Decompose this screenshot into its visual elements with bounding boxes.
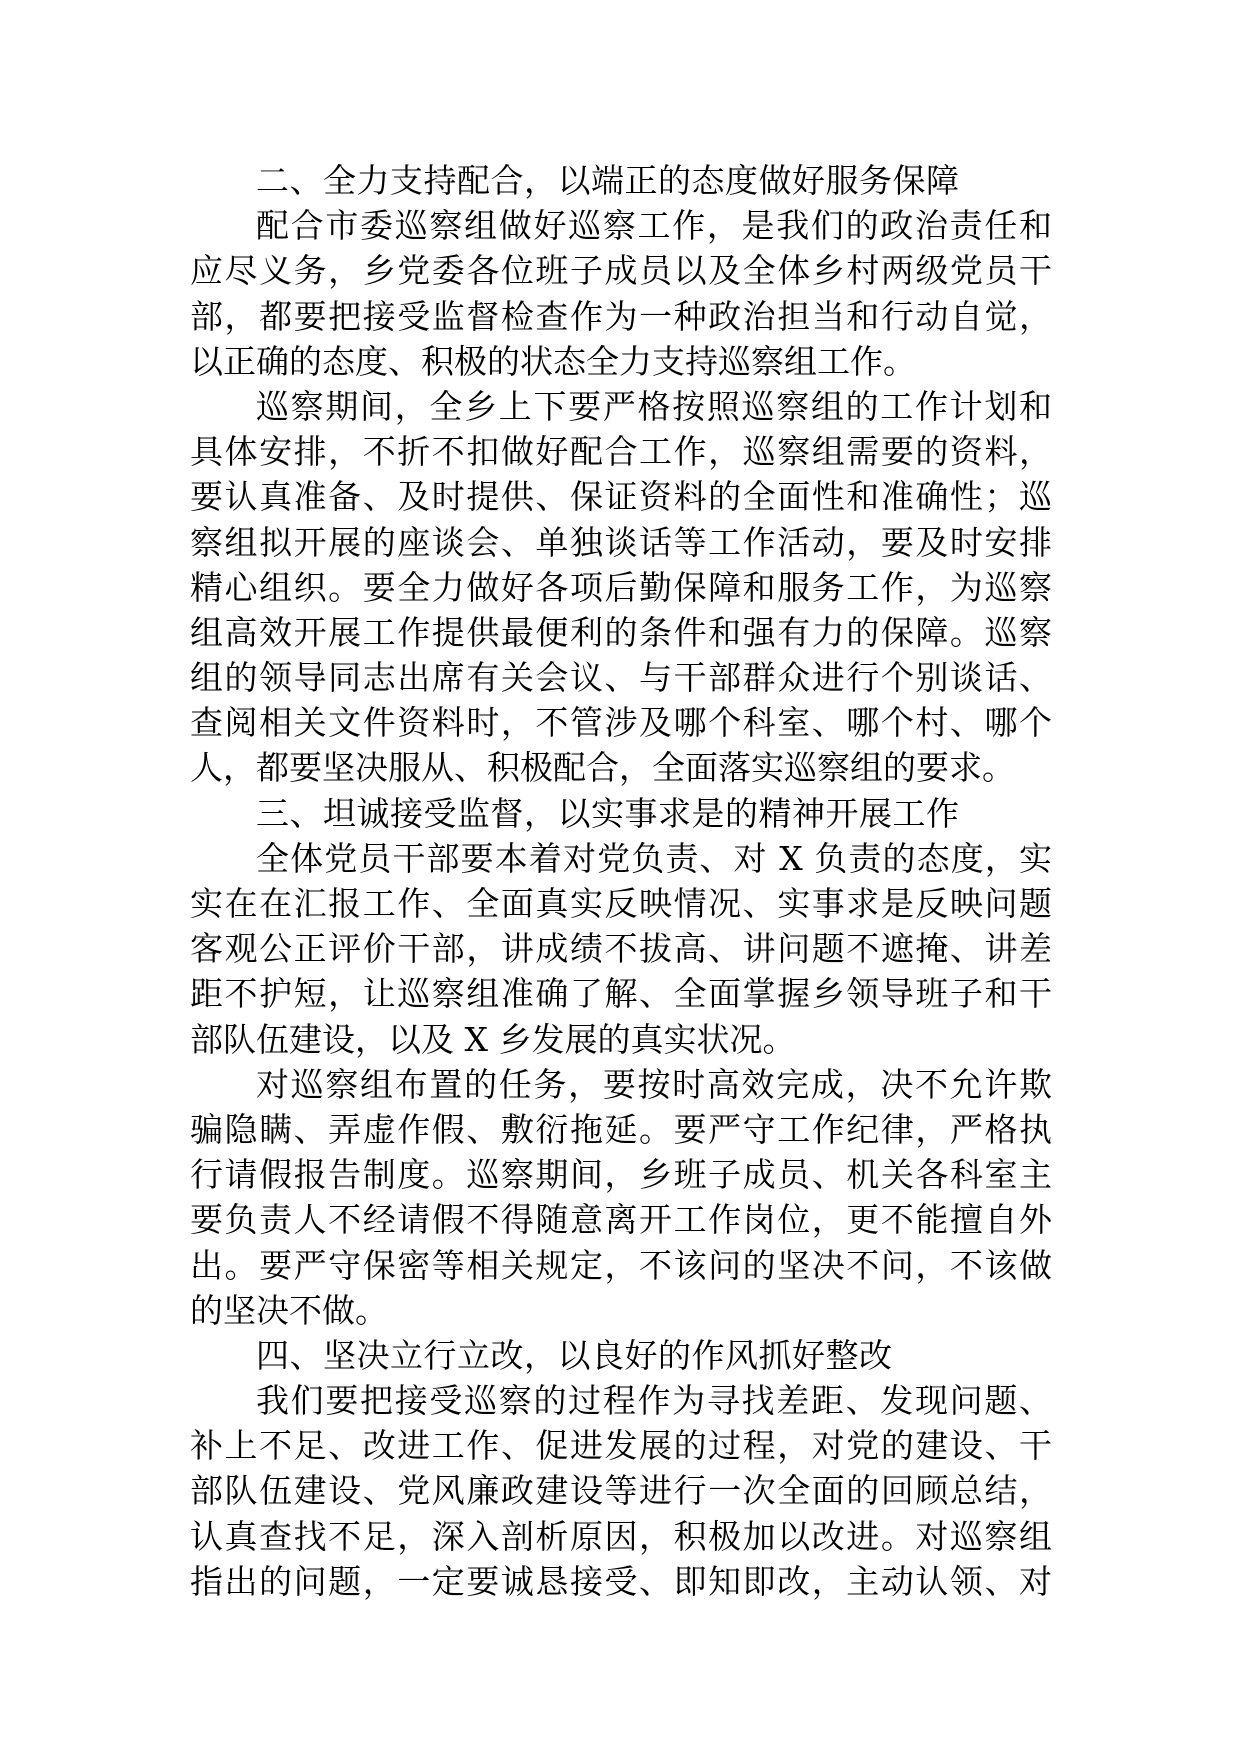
paragraph-line: 要认真准备、及时提供、保证资料的全面性和准确性；巡 (190, 477, 1052, 517)
paragraph-line: 骗隐瞒、弄虚作假、敷衍拖延。要严守工作纪律，严格执 (190, 1109, 1052, 1149)
paragraph-line: 人，都要坚决服从、积极配合，全面落实巡察组的要求。 (190, 748, 1015, 788)
paragraph-line: 指出的问题，一定要诚恳接受、即知即改，主动认领、对 (190, 1561, 1052, 1601)
paragraph-line: 补上不足、改进工作、促进发展的过程，对党的建设、干 (190, 1426, 1052, 1466)
paragraph-line: 部，都要把接受监督检查作为一种政治担当和行动自觉， (190, 296, 1052, 336)
paragraph-line: 距不护短，让巡察组准确了解、全面掌握乡领导班子和干 (190, 974, 1052, 1014)
document-body (190, 158, 1052, 1604)
paragraph-line: 查阅相关文件资料时，不管涉及哪个科室、哪个村、哪个 (190, 703, 1052, 743)
paragraph-line: 要负责人不经请假不得随意离开工作岗位，更不能擅自外 (190, 1200, 1052, 1240)
paragraph-line: 出。要严守保密等相关规定，不该问的坚决不问，不该做 (190, 1245, 1052, 1285)
paragraph-line: 行请假报告制度。巡察期间，乡班子成员、机关各科室主 (190, 1155, 1052, 1195)
paragraph-line: 察组拟开展的座谈会、单独谈话等工作活动，要及时安排 (190, 522, 1052, 562)
paragraph-line: 实在在汇报工作、全面真实反映情况、实事求是反映问题 (190, 884, 1052, 923)
paragraph-line: 认真查找不足，深入剖析原因，积极加以改进。对巡察组 (190, 1516, 1052, 1556)
paragraph-line: 配合市委巡察组做好巡察工作，是我们的政治责任和 (256, 206, 1052, 246)
paragraph-line: 我们要把接受巡察的过程作为寻找差距、发现问题、 (256, 1381, 1052, 1421)
paragraph-line: 巡察期间，全乡上下要严格按照巡察组的工作计划和 (256, 386, 1052, 426)
paragraph-line: 具体安排，不折不扣做好配合工作，巡察组需要的资料， (190, 432, 1052, 472)
paragraph-line: 的坚决不做。 (190, 1290, 388, 1330)
paragraph-line: 对巡察组布置的任务，要按时高效完成，决不允许欺 (256, 1064, 1052, 1104)
paragraph-line: 应尽义务，乡党委各位班子成员以及全体乡村两级党员干 (190, 251, 1052, 291)
paragraph-line: 全体党员干部要本着对党负责、对 X 负责的态度，实 (256, 838, 1052, 878)
paragraph-line: 客观公正评价干部，讲成绩不拔高、讲问题不遮掩、讲差 (190, 929, 1052, 969)
paragraph-line: 组的领导同志出席有关会议、与干部群众进行个别谈话、 (190, 658, 1052, 698)
section-heading: 四、坚决立行立改，以良好的作风抓好整改 (256, 1335, 893, 1375)
section-heading: 三、坦诚接受监督，以实事求是的精神开展工作 (256, 793, 960, 833)
section-heading: 二、全力支持配合，以端正的态度做好服务保障 (256, 161, 960, 200)
paragraph-line: 精心组织。要全力做好各项后勤保障和服务工作，为巡察 (190, 567, 1052, 607)
paragraph-line: 组高效开展工作提供最便利的条件和强有力的保障。巡察 (190, 612, 1052, 652)
paragraph-line: 以正确的态度、积极的状态全力支持巡察组工作。 (190, 341, 916, 381)
paragraph-line: 部队伍建设，以及 X 乡发展的真实状况。 (190, 1019, 796, 1059)
paragraph-line: 部队伍建设、党风廉政建设等进行一次全面的回顾总结， (190, 1471, 1052, 1511)
